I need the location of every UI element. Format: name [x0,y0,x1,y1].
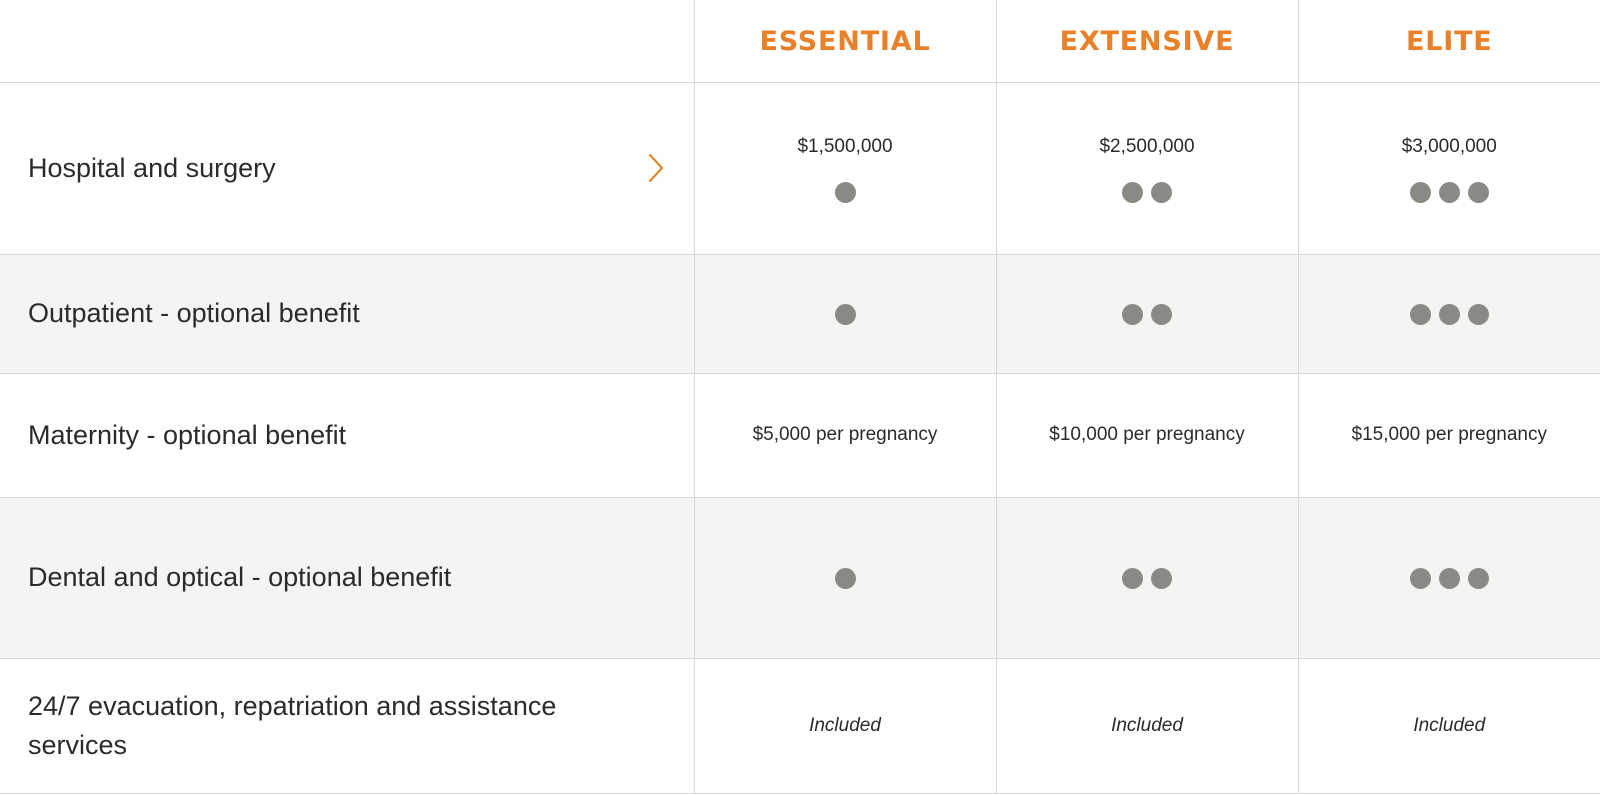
value-cell-outpatient-elite [1298,255,1600,374]
tier-dots-3 [1299,182,1600,203]
tier-dot [1468,304,1489,325]
table-row [0,374,1600,498]
tier-dots-3 [1299,304,1600,325]
feature-cell-maternity [0,374,694,498]
value-cell-hospital-elite [1298,83,1600,255]
value-cell-evacuation-extensive [996,659,1298,794]
tier-dot [1151,568,1172,589]
tier-dot [1439,568,1460,589]
tier-dot [1151,182,1172,203]
cell-amount: $3,000,000 [1401,135,1497,157]
value-cell-maternity-elite [1298,374,1600,498]
cell-amount: Included [1111,714,1183,736]
table-row [0,659,1600,794]
tier-dot [835,182,856,203]
tier-dot [1151,304,1172,325]
value-cell-dental-essential [694,498,996,659]
cell-amount: $5,000 per pregnancy [752,424,938,446]
feature-label: Maternity - optional benefit [28,419,347,450]
value-cell-maternity-essential [694,374,996,498]
value-cell-maternity-extensive [996,374,1298,498]
cell-amount: Included [1413,714,1486,736]
tier-dots-1 [695,568,996,589]
cell-amount: $1,500,000 [797,135,893,157]
tier-dot [1468,568,1489,589]
plan-header-extensive [996,0,1298,83]
value-cell-dental-extensive [996,498,1298,659]
feature-label: Hospital and surgery [28,152,276,183]
tier-dots-1 [695,182,996,203]
tier-dot [1410,304,1431,325]
tier-dot [1410,568,1431,589]
feature-cell-dental-and-optical [0,498,694,659]
value-cell-evacuation-elite [1298,659,1600,794]
tier-dot [835,304,856,325]
tier-dots-3 [1299,568,1600,589]
feature-label: Dental and optical - optional benefit [28,562,452,593]
plan-header-essential [694,0,996,83]
feature-cell-outpatient [0,255,694,374]
plan-name-essential: ESSENTIAL [759,25,931,57]
tier-dot [835,568,856,589]
feature-cell-evacuation [0,659,694,794]
plan-header-elite [1298,0,1600,83]
value-cell-hospital-extensive [996,83,1298,255]
value-cell-outpatient-essential [694,255,996,374]
plan-name-elite: ELITE [1405,25,1493,57]
value-cell-evacuation-essential [694,659,996,794]
value-cell-hospital-essential [694,83,996,255]
tier-dots-2 [997,182,1298,203]
cell-amount: $10,000 per pregnancy [1049,424,1245,446]
tier-dot [1468,182,1489,203]
feature-column-header [0,0,694,83]
tier-dot [1122,182,1143,203]
tier-dot [1439,182,1460,203]
tier-dot [1122,304,1143,325]
tier-dots-1 [695,304,996,325]
feature-label: 24/7 evacuation, repatriation and assistance services [28,690,557,760]
cell-amount: Included [809,714,881,736]
table-row [0,83,1600,255]
feature-label: Outpatient - optional benefit [28,298,360,329]
tier-dots-2 [997,304,1298,325]
table-row [0,255,1600,374]
cell-amount: $15,000 per pregnancy [1351,424,1547,446]
chevron-right-icon[interactable] [646,151,668,185]
tier-dot [1122,568,1143,589]
feature-cell-hospital-and-surgery[interactable] [0,83,694,255]
table-header-row [0,0,1600,83]
tier-dots-2 [997,568,1298,589]
plan-name-extensive: EXTENSIVE [1059,25,1235,57]
tier-dot [1410,182,1431,203]
cell-amount: $2,500,000 [1099,135,1195,157]
value-cell-outpatient-extensive [996,255,1298,374]
tier-dot [1439,304,1460,325]
table-row [0,498,1600,659]
value-cell-dental-elite [1298,498,1600,659]
